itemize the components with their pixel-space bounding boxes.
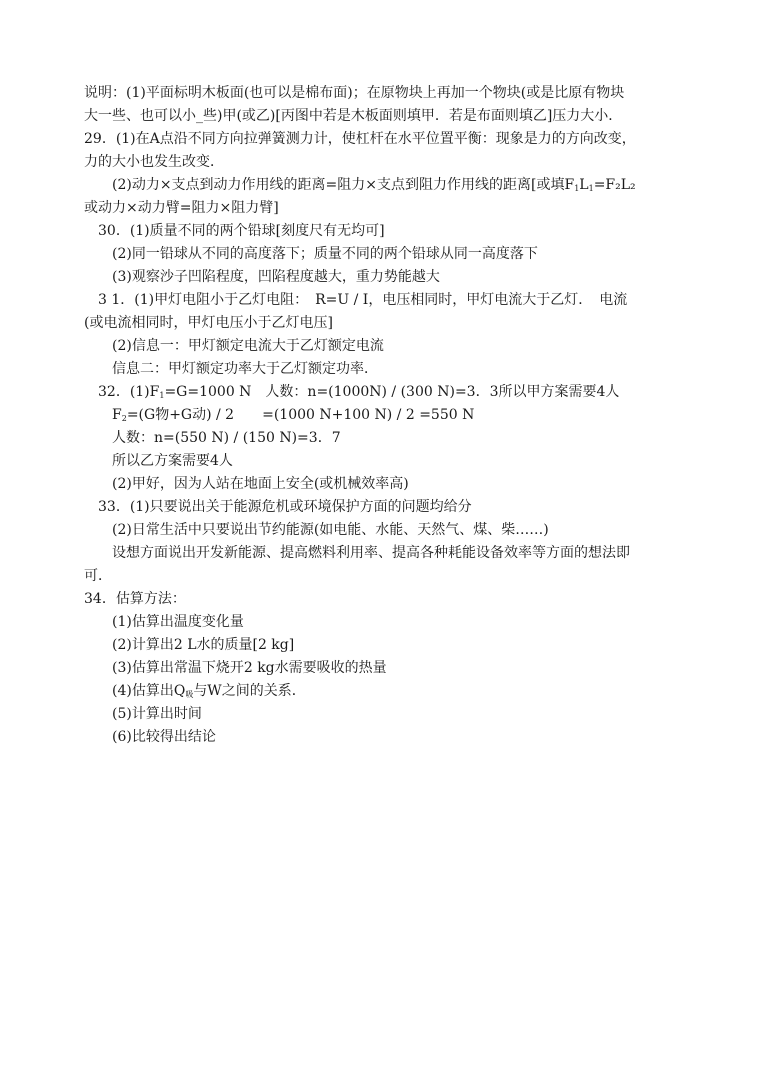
text-line: (2)信息一：甲灯额定电流大于乙灯额定电流 bbox=[112, 338, 384, 354]
text-line: $F_2=(G$物+G动) / 2 =(1000 N+100 N) / 2 =550 N bbox=[112, 407, 475, 423]
text-line: (2)甲好，因为人站在地面上安全(或机械效率高) bbox=[112, 476, 409, 492]
text-line: 人数：n=(550 N) / (150 N)=3．7 bbox=[112, 430, 341, 446]
text-line: (3)估算出常温下烧开2 kg水需要吸收的热量 bbox=[112, 660, 387, 676]
text-line: (6)比较得出结论 bbox=[112, 729, 216, 745]
text-line: 34．估算方法： bbox=[84, 591, 186, 607]
text-line: 可． bbox=[84, 568, 112, 584]
text-line: 所以乙方案需要4人 bbox=[112, 453, 233, 469]
text-line: 3 1．(1)甲灯电阻小于乙灯电阻： R=U / I，电压相同时，甲灯电流大于乙灯． 电流 bbox=[98, 292, 628, 308]
text-line: (4)估算出$Q_吸$与W之间的关系． bbox=[112, 683, 306, 699]
text-line: 32．$(1)F_1=G=1000$ N 人数：n=(1000N) / (300 N)=3．3所以甲方案需要4人 bbox=[98, 384, 620, 400]
text-line: 33．(1)只要说出关于能源危机或环境保护方面的问题均给分 bbox=[98, 499, 472, 515]
text-line: 大一些、也可以小_些)甲(或乙)[丙图中若是木板面则填甲．若是布面则填乙]压力大小． bbox=[84, 108, 623, 124]
text-line: (5)计算出时间 bbox=[112, 706, 202, 722]
text-line: (3)观察沙子凹陷程度，凹陷程度越大，重力势能越大 bbox=[112, 269, 440, 285]
text-line: 说明：(1)平面标明木板面(也可以是棉布面)；在原物块上再加一个物块(或是比原有物块 bbox=[84, 85, 625, 101]
text-line: 29．(1)在A点沿不同方向拉弹簧测力计，使杠杆在水平位置平衡：现象是力的方向改变， bbox=[84, 131, 636, 147]
text-line: 信息二：甲灯额定功率大于乙灯额定功率． bbox=[112, 361, 378, 377]
text-line: (1)估算出温度变化量 bbox=[112, 614, 244, 630]
text-line: 30．(1)质量不同的两个铅球[刻度尺有无均可] bbox=[98, 223, 385, 239]
text-line: 或动力×动力臂=阻力×阻力臂] bbox=[84, 200, 279, 216]
text-line: (2)计算出2 L水的质量[2 kg] bbox=[112, 637, 295, 653]
text-line: (2)动力×支点到动力作用线的距离=阻力×支点到阻力作用线的距离[或填$F_1L_1=F_2L_2$ bbox=[112, 177, 636, 193]
text-line: (2)同一铅球从不同的高度落下；质量不同的两个铅球从同一高度落下 bbox=[112, 246, 538, 262]
text-line: (2)日常生活中只要说出节约能源(如电能、水能、天然气、煤、柴……) bbox=[112, 522, 549, 538]
text-line: 力的大小也发生改变． bbox=[84, 154, 224, 170]
text-line: 设想方面说出开发新能源、提高燃料利用率、提高各种耗能设备效率等方面的想法即 bbox=[112, 545, 630, 561]
text-line: (或电流相同时，甲灯电压小于乙灯电压] bbox=[84, 315, 333, 331]
